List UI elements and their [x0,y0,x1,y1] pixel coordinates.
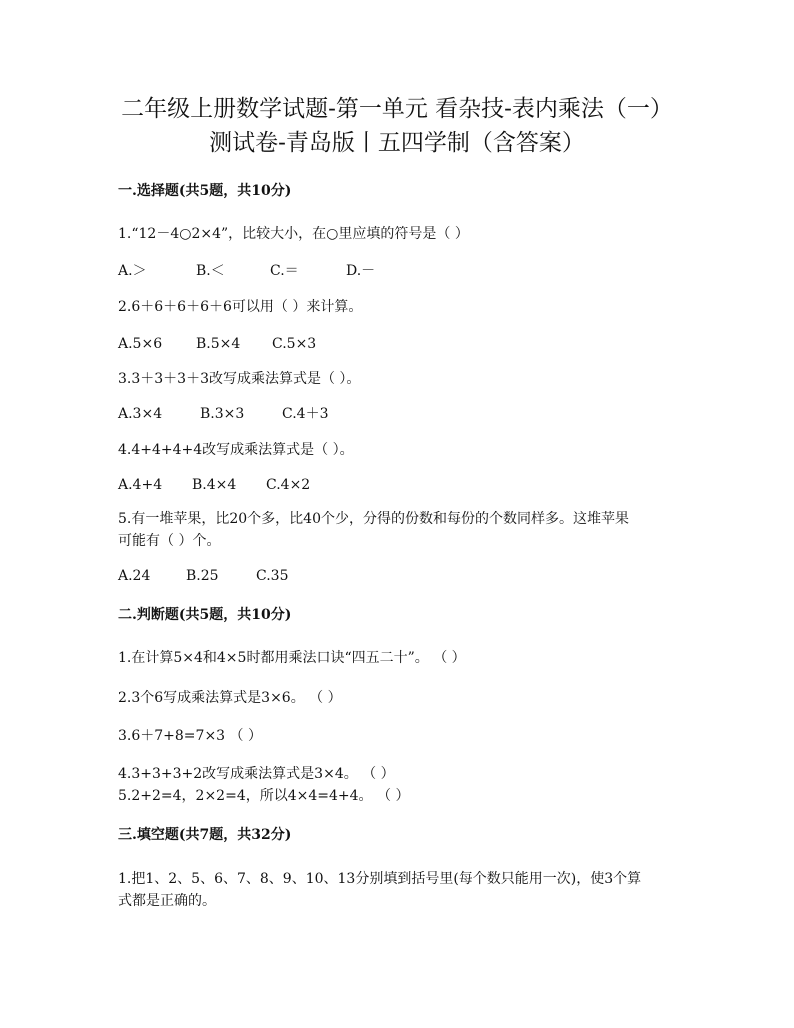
question-choice-5-line-1: 5.有一堆苹果，比20个多，比40个少，分得的份数和每份的个数同样多。这堆苹果 [118,511,629,527]
option-b: B.5×4 [196,336,241,352]
option-b: B.25 [186,568,219,584]
option-a: A.5×6 [118,336,163,352]
option-c: C.35 [256,568,289,584]
question-choice-1: 1.“12－4○2×4”，比较大小，在○里应填的符号是（ ） [118,226,469,242]
option-b: B.＜ [196,263,225,279]
question-judgement-2: 2.3个6写成乘法算式是3×6。 （ ） [118,690,342,706]
option-c: C.＝ [270,263,299,279]
section-heading-judgement: 二.判断题(共5题，共10分) [118,607,292,623]
section-heading-fill-in: 三.填空题(共7题，共32分) [118,827,292,843]
question-judgement-5: 5.2+2=4，2×2=4，所以4×4=4+4。 （ ） [118,788,410,804]
option-b: B.3×3 [200,406,245,422]
document-title-line-2: 测试卷-青岛版丨五四学制（含答案） [209,130,585,156]
question-fill-1-line-2: 式都是正确的。 [118,893,216,909]
document-title-line-1: 二年级上册数学试题-第一单元 看杂技-表内乘法（一） [121,96,673,122]
option-a: A.3×4 [118,406,163,422]
question-judgement-1: 1.在计算5×4和4×5时都用乘法口诀“四五二十”。 （ ） [118,650,466,666]
question-judgement-4: 4.3+3+3+2改写成乘法算式是3×4。 （ ） [118,766,395,782]
option-c: C.5×3 [272,336,317,352]
question-choice-3: 3.3＋3＋3＋3改写成乘法算式是（ ）。 [118,371,361,387]
option-c: C.4×2 [266,477,311,493]
option-b: B.4×4 [192,477,237,493]
option-d: D.－ [346,263,376,279]
question-choice-5-line-2: 可能有（ ）个。 [118,533,221,549]
question-judgement-3: 3.6＋7+8=7×3 （ ） [118,728,262,744]
section-heading-choice: 一.选择题(共5题，共10分) [118,183,292,199]
option-a: A.4+4 [118,477,163,493]
question-choice-4: 4.4+4+4+4改写成乘法算式是（ ）。 [118,442,354,458]
option-a: A.＞ [118,263,147,279]
option-a: A.24 [118,568,151,584]
option-c: C.4＋3 [282,406,329,422]
question-fill-1-line-1: 1.把1、2、5、6、7、8、9、10、13分别填到括号里(每个数只能用一次)，使3个算 [118,871,642,887]
question-choice-2: 2.6＋6＋6＋6＋6可以用（ ）来计算。 [118,299,363,315]
